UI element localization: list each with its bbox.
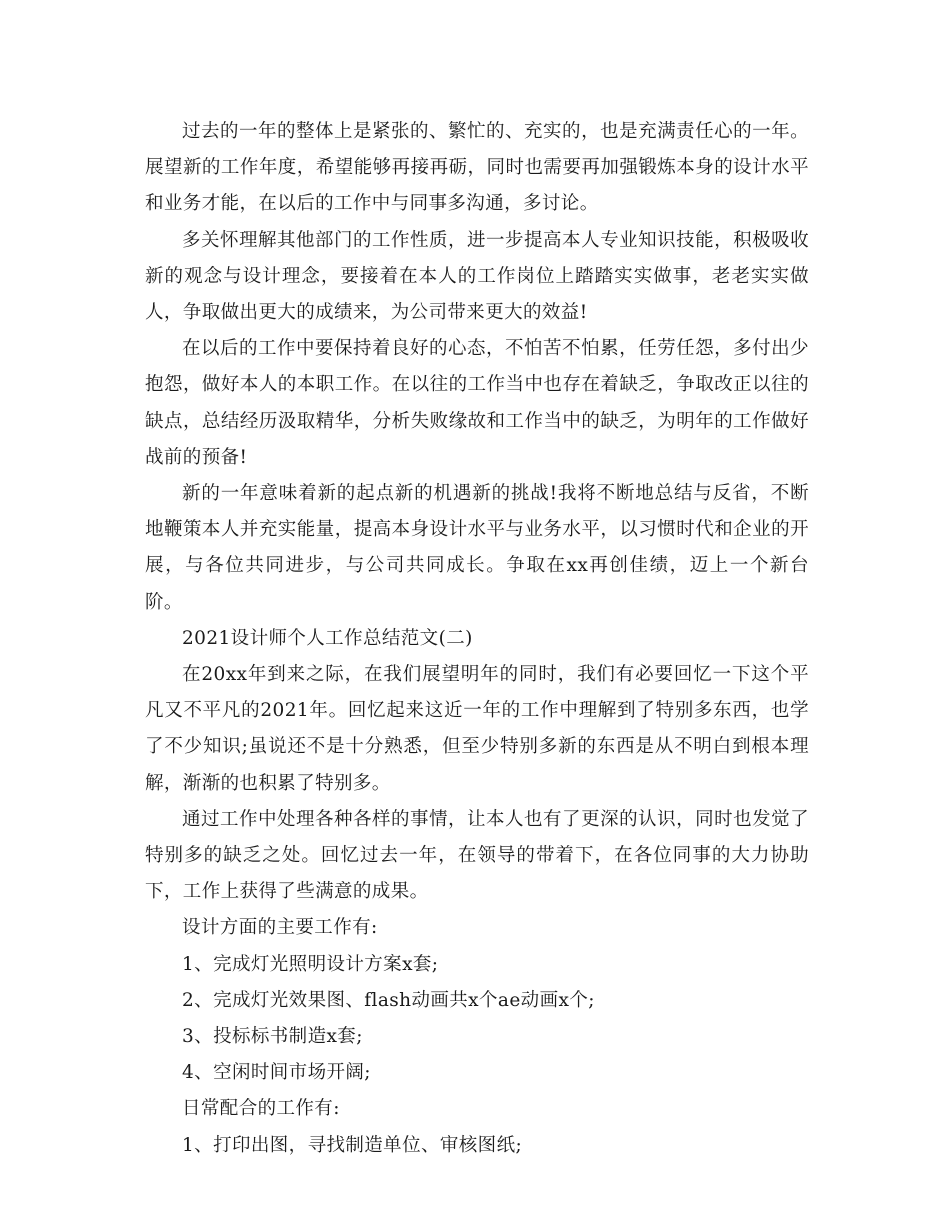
paragraph: 多关怀理解其他部门的工作性质，进一步提高本人专业知识技能，积极吸收新的观念与设计理念，要接着在本人的工作岗位上踏踏实实做事，老老实实做人，争取做出更大的成绩来，为公司带来更大的效益! xyxy=(145,229,809,324)
paragraph: 过去的一年的整体上是紧张的、繁忙的、充实的，也是充满责任心的一年。展望新的工作年度，希望能够再接再砺，同时也需要再加强锻炼本身的设计水平和业务才能，在以后的工作中与同事多沟通，多讨论。 xyxy=(145,121,809,215)
list-item: 2、完成灯光效果图、flash动画共x个ae动画x个; xyxy=(182,989,595,1011)
subheading: 设计方面的主要工作有: xyxy=(182,917,378,939)
document-body xyxy=(145,114,809,1164)
list-item: 1、完成灯光照明设计方案x套; xyxy=(182,953,439,975)
subheading: 日常配合的工作有: xyxy=(182,1098,340,1120)
list-item: 1、打印出图，寻找制造单位、审核图纸; xyxy=(182,1134,523,1156)
paragraph: 在20xx年到来之际，在我们展望明年的同时，我们有必要回忆一下这个平凡又不平凡的2021年。回忆起来这近一年的工作中理解到了特别多东西，也学了不少知识;虽说还不是十分熟悉，但至少特别多新的东西是从不明白到根本理解，渐渐的也积累了特别多。 xyxy=(145,664,809,794)
paragraph: 通过工作中处理各种各样的事情，让本人也有了更深的认识，同时也发觉了特别多的缺乏之处。回忆过去一年，在领导的带着下，在各位同事的大力协助下，工作上获得了些满意的成果。 xyxy=(145,808,809,903)
list-item: 4、空闲时间市场开阔; xyxy=(182,1062,371,1084)
paragraph: 在以后的工作中要保持着良好的心态，不怕苦不怕累，任劳任怨，多付出少抱怨，做好本人的本职工作。在以往的工作当中也存在着缺乏，争取改正以往的缺点，总结经历汲取精华，分析失败缘故和工作当中的缺乏，为明年的工作做好战前的预备! xyxy=(145,338,809,468)
paragraph: 新的一年意味着新的起点新的机遇新的挑战!我将不断地总结与反省，不断地鞭策本人并充实能量，提高本身设计水平与业务水平，以习惯时代和企业的开展，与各位共同进步，与公司共同成长。争取在xx再创佳绩，迈上一个新台阶。 xyxy=(145,483,809,613)
list-item: 3、投标标书制造x套; xyxy=(182,1026,363,1048)
section-heading: 2021设计师个人工作总结范文(二) xyxy=(182,627,473,649)
